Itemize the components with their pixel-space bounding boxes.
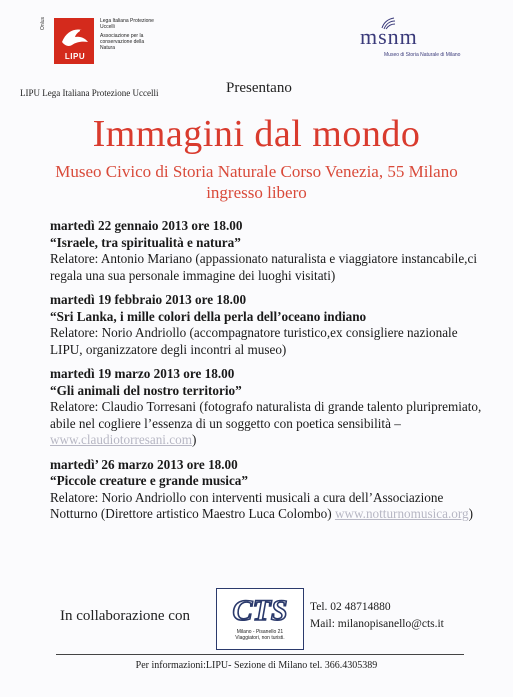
event-speaker-text: Relatore: Norio Andriollo con interventi musicali a cura dell’Associazione Notturno (Direttore artistico Maestro Luca Colombo) [50,489,444,521]
closing-paren: ) [468,506,474,521]
cts-logo-mark [223,592,297,626]
msnm-letters: msnm [360,24,418,49]
msnm-logo [360,16,480,66]
event-item [50,218,490,284]
lipu-logo [40,18,160,78]
event-title: “Sri Lanka, i mille colori della perla dell’oceano indiano [50,308,367,324]
email-address[interactable]: Mail: milanopisanello@cts.it [310,618,444,630]
venue-line: Museo Civico di Storia Naturale Corso Venezia, 55 Milano [55,162,458,181]
bird-icon [58,22,90,50]
event-speaker [50,490,490,523]
event-date: martedì 22 gennaio 2013 ore 18.00 [50,218,243,233]
event-speaker [50,325,490,358]
event-title: “Piccole creature e grande musica” [50,473,248,488]
lipu-name: LIPU Lega Italiana Protezione Uccelli [20,88,159,98]
closing-paren: ) [191,432,197,447]
footer-divider [56,654,464,655]
event-speaker-text: Relatore: Claudio Torresani (fotografo naturalista di grande talento pluripremiato, abile nel cogliere l’essenza di un soggetto con poetica sensibilità – [50,399,482,431]
website-link[interactable]: www.notturnomusica.org [334,506,469,521]
event-speaker-text: Relatore: Norio Andriollo (accompagnatore turistico,ex consigliere nazionale LIPU, organizzatore degli incontri al museo) [50,325,458,357]
event-speaker [50,251,490,284]
event-title: “Israele, tra spiritualità e natura” [50,234,241,250]
event-title: “Gli animali del nostro territorio” [50,382,242,398]
lipu-onlus-label: Onlus [40,16,46,30]
lipu-logo-text [100,18,160,51]
presentano-label: Presentano [226,80,292,96]
event-item [50,457,490,523]
cts-logo-word: CTS [232,594,288,626]
msnm-subtitle: Museo di Storia Naturale di Milano [384,52,461,58]
website-link[interactable]: www.claudiotorresani.com [50,432,192,447]
event-speaker-text: Relatore: Antonio Mariano (appassionato naturalista e viaggiatore instancabile,ci regala una sua personale immagine dei luoghi visitati) [50,251,477,283]
cts-logo [216,588,304,650]
lipu-logo-line-2: Associazione per la conservazione della Natura [100,33,145,51]
event-date: martedì 19 febbraio 2013 ore 18.00 [50,292,247,307]
lipu-logo-box [54,18,94,64]
event-date: martedì 19 marzo 2013 ore 18.00 [50,366,235,381]
event-speaker [50,399,490,449]
cts-caption-line-1: Milano - Pisanello 21 [236,629,284,635]
cts-caption [217,629,303,641]
lipu-logo-word: LIPU [64,52,86,61]
events-list [50,218,490,531]
event-date: martedì’ 26 marzo 2013 ore 18.00 [50,456,238,472]
event-item [50,366,490,449]
cts-caption-line-2: Viaggiatori, non turisti. [235,635,285,641]
phone-number: Tel. 02 48714880 [310,601,391,613]
lipu-logo-line-1: Lega Italiana Protezione Uccelli [100,18,154,30]
admission-line: ingresso libero [206,183,307,202]
event-item [50,292,490,358]
footer-info: Per informazioni:LIPU- Sezione di Milano tel. 366.4305389 [135,660,378,671]
page-title: Immagini dal mondo [92,113,421,155]
collaboration-label: In collaborazione con [60,608,190,624]
